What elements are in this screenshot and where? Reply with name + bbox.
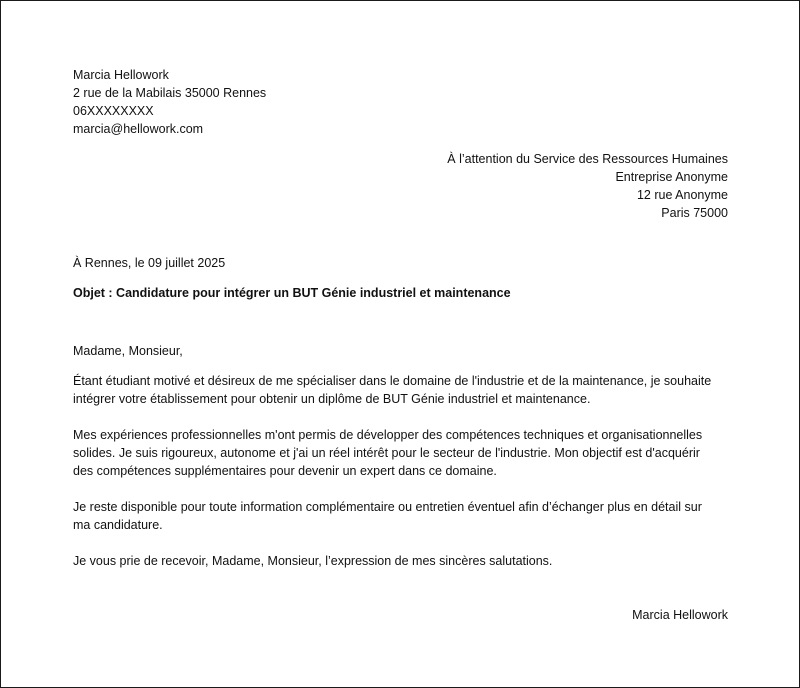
signature: Marcia Hellowork: [632, 608, 728, 622]
paragraph-line: Étant étudiant motivé et désireux de me spécialiser dans le domaine de l'industrie et de la maintenance, je souhaite: [73, 374, 712, 388]
body-paragraph-1: [73, 372, 728, 408]
paragraph-line: intégrer votre établissement pour obtenir un diplôme de BUT Génie industriel et maintenance.: [73, 392, 591, 406]
body-paragraph-2: [73, 426, 728, 480]
recipient-block: [73, 150, 728, 222]
sender-phone: 06XXXXXXXX: [73, 104, 154, 118]
sender-address: 2 rue de la Mabilais 35000 Rennes: [73, 86, 267, 100]
paragraph-line: Je reste disponible pour toute information complémentaire ou entretien éventuel afin d’échanger plus en détail sur: [73, 500, 702, 514]
recipient-company: Entreprise Anonyme: [615, 170, 728, 184]
paragraph-line: Je vous prie de recevoir, Madame, Monsieur, l’expression de mes sincères salutations.: [73, 554, 553, 568]
paragraph-line: solides. Je suis rigoureux, autonome et j'ai un réel intérêt pour le secteur de l'industrie. Mon objectif est d'acquérir: [73, 446, 700, 460]
paragraph-line: Mes expériences professionnelles m'ont permis de développer des compétences techniques et organisationnelles: [73, 428, 703, 442]
recipient-street: 12 rue Anonyme: [636, 188, 728, 202]
subject-line: Objet : Candidature pour intégrer un BUT Génie industriel et maintenance: [73, 286, 511, 300]
body-paragraph-3: [73, 498, 728, 534]
recipient-city: Paris 75000: [661, 206, 728, 220]
salutation: Madame, Monsieur,: [73, 344, 183, 358]
sender-email: marcia@hellowork.com: [73, 122, 204, 136]
closing-paragraph: [73, 552, 728, 570]
date-line: À Rennes, le 09 juillet 2025: [73, 256, 226, 270]
sender-block: [73, 66, 728, 138]
paragraph-line: ma candidature.: [73, 518, 163, 532]
recipient-attention: À l’attention du Service des Ressources Humaines: [447, 152, 728, 166]
sender-name: Marcia Hellowork: [73, 68, 169, 82]
paragraph-line: des compétences supplémentaires pour devenir un expert dans ce domaine.: [73, 464, 497, 478]
